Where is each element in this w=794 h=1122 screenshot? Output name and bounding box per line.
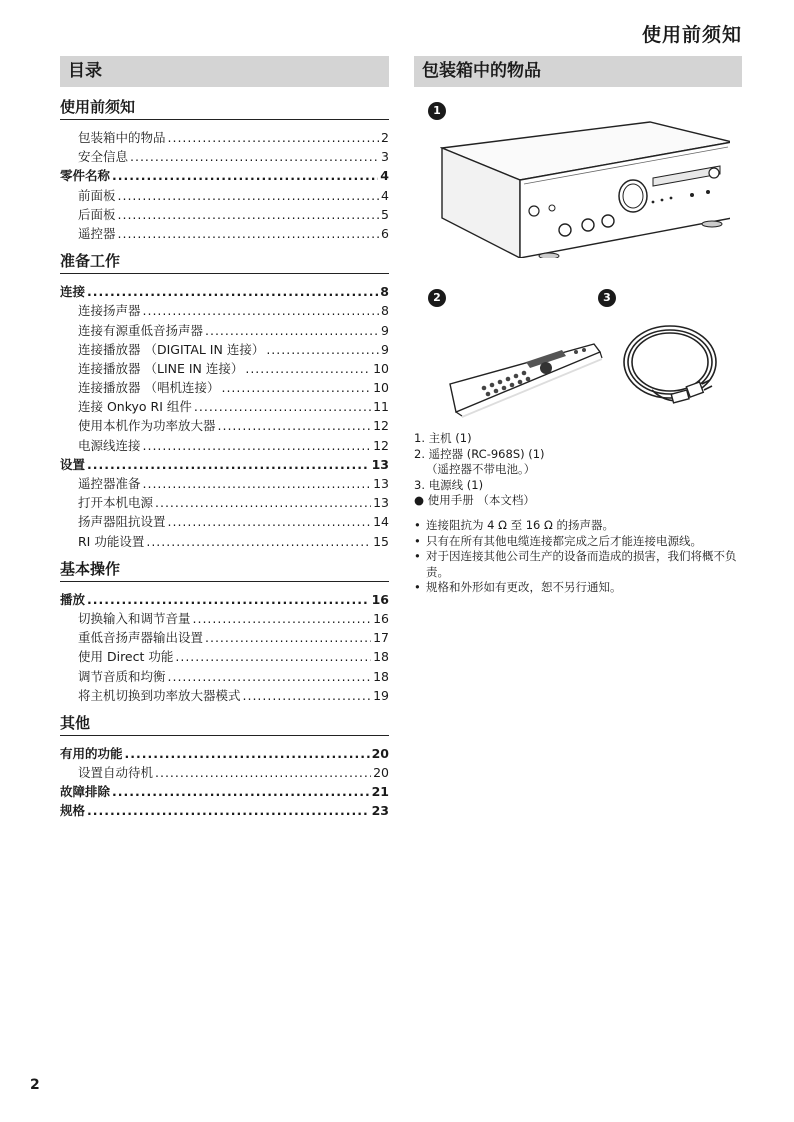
- toc-entry-label: 零件名称: [60, 168, 111, 184]
- toc-entry-label: 扬声器阻抗设置: [78, 514, 166, 530]
- toc-entry-label: 打开本机电源: [78, 495, 154, 511]
- toc-entry-label: 规格: [60, 803, 86, 819]
- toc-entry-page: 5: [381, 206, 389, 222]
- toc-entry-page: 16: [373, 610, 389, 626]
- toc-entry[interactable]: [60, 378, 389, 397]
- toc-leader-dots: [125, 744, 370, 763]
- toc-entry[interactable]: [60, 416, 389, 435]
- toc-leader-dots: [194, 397, 371, 416]
- toc-entry-page: 20: [371, 745, 389, 761]
- toc-entry[interactable]: [60, 147, 389, 166]
- list-item: 3. 电源线 (1): [414, 477, 484, 492]
- toc-leader-dots: [130, 147, 379, 166]
- toc-entry-label: 重低音扬声器输出设置: [78, 630, 204, 646]
- toc-entry[interactable]: [60, 532, 389, 551]
- toc-group-title: 基本操作: [60, 559, 389, 582]
- toc-leader-dots: [266, 340, 379, 359]
- toc-entry-label: 有用的功能: [60, 745, 123, 761]
- toc-entry-page: 21: [371, 784, 389, 800]
- toc-entry-page: 16: [371, 591, 389, 607]
- package-column: [414, 56, 742, 616]
- toc-entry-label: 连接播放器 （唱机连接）: [78, 380, 220, 396]
- toc-entry-page: 19: [373, 687, 389, 703]
- toc-entry-label: 调节音质和均衡: [78, 668, 166, 684]
- toc-group-title: 其他: [60, 713, 389, 736]
- toc-entry[interactable]: [60, 667, 389, 686]
- toc-entry-page: 23: [371, 803, 389, 819]
- toc-leader-dots: [205, 628, 371, 647]
- note-item: • 只有在所有其他电缆连接都完成之后才能连接电源线。: [414, 533, 702, 548]
- toc-heading: 目录: [60, 56, 389, 87]
- toc-leader-dots: [87, 590, 370, 609]
- toc-leader-dots: [245, 359, 371, 378]
- toc-entry-page: 13: [371, 456, 389, 472]
- toc-entry[interactable]: [60, 609, 389, 628]
- toc-entry-label: 电源线连接: [78, 437, 141, 453]
- toc-entry-label: 连接 Onkyo RI 组件: [78, 399, 192, 415]
- toc-leader-dots: [155, 493, 371, 512]
- toc-entry-page: 18: [373, 668, 389, 684]
- toc-leader-dots: [218, 416, 372, 435]
- toc-entry-page: 9: [381, 322, 389, 338]
- toc-entry-page: 12: [373, 418, 389, 434]
- toc-leader-dots: [112, 782, 370, 801]
- badge-item-3: 3: [598, 289, 616, 307]
- list-item: 1. 主机 (1): [414, 431, 472, 445]
- toc-entry-page: 18: [373, 649, 389, 665]
- toc-leader-dots: [143, 301, 380, 320]
- toc-entry-page: 12: [373, 437, 389, 453]
- toc-leader-dots: [193, 609, 372, 628]
- toc-entry[interactable]: [60, 782, 389, 801]
- toc-leader-dots: [243, 686, 372, 705]
- page-header-title: 使用前须知: [641, 24, 742, 46]
- toc-entry-page: 11: [373, 399, 389, 415]
- toc-entry[interactable]: [60, 340, 389, 359]
- toc-entry[interactable]: [60, 512, 389, 531]
- toc-entry-label: 连接: [60, 284, 86, 300]
- list-item: （遥控器不带电池。）: [426, 462, 536, 477]
- toc-entry-label: 后面板: [78, 206, 116, 222]
- toc-entry-label: 设置: [60, 456, 86, 472]
- toc-leader-dots: [155, 763, 371, 782]
- toc-leader-dots: [168, 667, 372, 686]
- toc-entry[interactable]: [60, 801, 389, 820]
- package-items-list: [414, 431, 545, 509]
- toc-entry-label: 前面板: [78, 187, 116, 203]
- toc-leader-dots: [87, 455, 370, 474]
- toc-entry[interactable]: [60, 628, 389, 647]
- toc-group-title: 使用前须知: [60, 97, 389, 120]
- toc-entry-page: 20: [373, 765, 389, 781]
- toc-entry[interactable]: [60, 205, 389, 224]
- toc-entry-page: 8: [380, 284, 389, 300]
- toc-leader-dots: [118, 186, 380, 205]
- toc-entry-page: 17: [373, 630, 389, 646]
- note-item: • 对于因连接其他公司生产的设备而造成的损害，我们将概不负责。: [414, 549, 737, 579]
- list-item: ● 使用手册 （本文档）: [414, 493, 535, 508]
- toc-entry-label: 连接扬声器: [78, 303, 141, 319]
- toc-leader-dots: [143, 474, 372, 493]
- toc-leader-dots: [87, 282, 378, 301]
- toc-entry[interactable]: [60, 301, 389, 320]
- toc-entry-label: RI 功能设置: [78, 533, 145, 549]
- toc-leader-dots: [118, 205, 380, 224]
- toc-entry-label: 使用本机作为功率放大器: [78, 418, 216, 434]
- toc-entry-label: 包装箱中的物品: [78, 130, 166, 145]
- list-item: 2. 遥控器 (RC-968S) (1): [414, 446, 545, 461]
- toc-leader-dots: [143, 436, 372, 455]
- toc-group-title: 准备工作: [60, 251, 389, 274]
- toc-entry[interactable]: [60, 474, 389, 493]
- toc-entry-page: 6: [381, 225, 389, 241]
- toc-entry[interactable]: [60, 359, 389, 378]
- page-number: 2: [30, 1077, 40, 1093]
- toc-entry-page: 13: [373, 476, 389, 491]
- toc-entry-label: 使用 Direct 功能: [78, 649, 174, 665]
- toc-entry-label: 设置自动待机: [78, 765, 154, 781]
- main-unit-illustration: [440, 118, 730, 258]
- power-cord-illustration: [612, 318, 732, 418]
- toc-entry-page: 14: [373, 514, 389, 530]
- toc-entry-page: 4: [381, 187, 389, 203]
- toc-leader-dots: [205, 321, 379, 340]
- table-of-contents: [60, 97, 389, 821]
- toc-entry[interactable]: [60, 686, 389, 705]
- toc-entry-label: 连接播放器 （LINE IN 连接）: [78, 360, 244, 376]
- toc-entry[interactable]: [60, 282, 389, 301]
- toc-entry[interactable]: [60, 224, 389, 243]
- toc-entry-page: 15: [373, 533, 389, 549]
- remote-control-illustration: [444, 338, 604, 418]
- toc-entry-label: 故障排除: [60, 784, 111, 800]
- toc-entry-page: 9: [381, 341, 389, 357]
- notes-list: [414, 518, 742, 596]
- toc-leader-dots: [168, 128, 380, 147]
- toc-entry-label: 遥控器准备: [78, 476, 141, 491]
- toc-leader-dots: [146, 532, 371, 551]
- toc-leader-dots: [175, 647, 371, 666]
- toc-entry[interactable]: [60, 128, 389, 147]
- toc-entry-page: 10: [373, 360, 389, 376]
- toc-leader-dots: [168, 512, 372, 531]
- toc-entry[interactable]: [60, 763, 389, 782]
- toc-entry[interactable]: [60, 493, 389, 512]
- toc-entry[interactable]: [60, 455, 389, 474]
- toc-entry-label: 切换输入和调节音量: [78, 610, 191, 626]
- toc-entry[interactable]: [60, 397, 389, 416]
- package-heading: 包装箱中的物品: [414, 56, 742, 87]
- toc-entry-page: 4: [380, 168, 389, 184]
- toc-entry[interactable]: [60, 321, 389, 340]
- toc-entry-page: 3: [381, 149, 389, 165]
- toc-entry-label: 连接有源重低音扬声器: [78, 322, 204, 338]
- toc-entry[interactable]: [60, 744, 389, 763]
- toc-entry[interactable]: [60, 166, 389, 185]
- toc-entry[interactable]: [60, 647, 389, 666]
- toc-column: [60, 56, 389, 821]
- toc-entry-label: 播放: [60, 591, 86, 607]
- toc-entry[interactable]: [60, 436, 389, 455]
- toc-entry[interactable]: [60, 590, 389, 609]
- toc-entry-label: 将主机切换到功率放大器模式: [78, 687, 241, 703]
- toc-entry-label: 遥控器: [78, 225, 116, 241]
- toc-entry-label: 连接播放器 （DIGITAL IN 连接）: [78, 341, 265, 357]
- toc-entry-page: 8: [381, 303, 389, 319]
- toc-leader-dots: [87, 801, 370, 820]
- badge-item-2: 2: [428, 289, 446, 307]
- toc-entry-page: 10: [373, 380, 389, 396]
- toc-entry-page: 2: [381, 130, 389, 145]
- toc-entry-label: 安全信息: [78, 149, 129, 165]
- badge-item-1: 1: [428, 102, 446, 120]
- toc-entry-page: 13: [373, 495, 389, 511]
- note-item: • 连接阻抗为 4 Ω 至 16 Ω 的扬声器。: [414, 518, 614, 532]
- toc-entry[interactable]: [60, 186, 389, 205]
- toc-leader-dots: [118, 224, 380, 243]
- note-item: • 规格和外形如有更改，恕不另行通知。: [414, 580, 622, 595]
- toc-leader-dots: [221, 378, 371, 397]
- toc-leader-dots: [112, 166, 378, 185]
